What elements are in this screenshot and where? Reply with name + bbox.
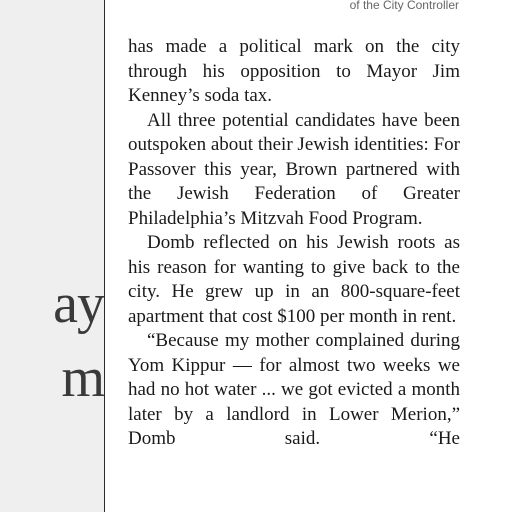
pull-quote-panel (0, 0, 104, 512)
article-paragraph: “Because my mother complained during Yom Kippur — for almost two weeks we had no hot water ... we got evicted a month later by a landlord in Lower Merion,” Domb said. “He (128, 330, 460, 449)
article-body (128, 35, 460, 452)
pull-quote-line-1: ay (53, 273, 104, 335)
article-paragraph: All three potential candidates have been outspoken about their Jewish identities: For Passover this year, Brown partnered with the Jewish Federation of Greater Philadelphia’s Mitzvah Food Program. (128, 109, 460, 229)
article-paragraph: has made a political mark on the city through his opposition to Mayor Jim Kenney’s soda tax. (128, 36, 460, 106)
pull-quote-line-2: m (61, 347, 104, 409)
article-paragraph: Domb reflected on his Jewish roots as his reason for wanting to give back to the city. He grew up in an 800-square-feet apartment that cost $100 per month in rent. (128, 232, 460, 327)
column-divider (104, 0, 105, 512)
photo-caption: of the City Controller (349, 0, 459, 12)
